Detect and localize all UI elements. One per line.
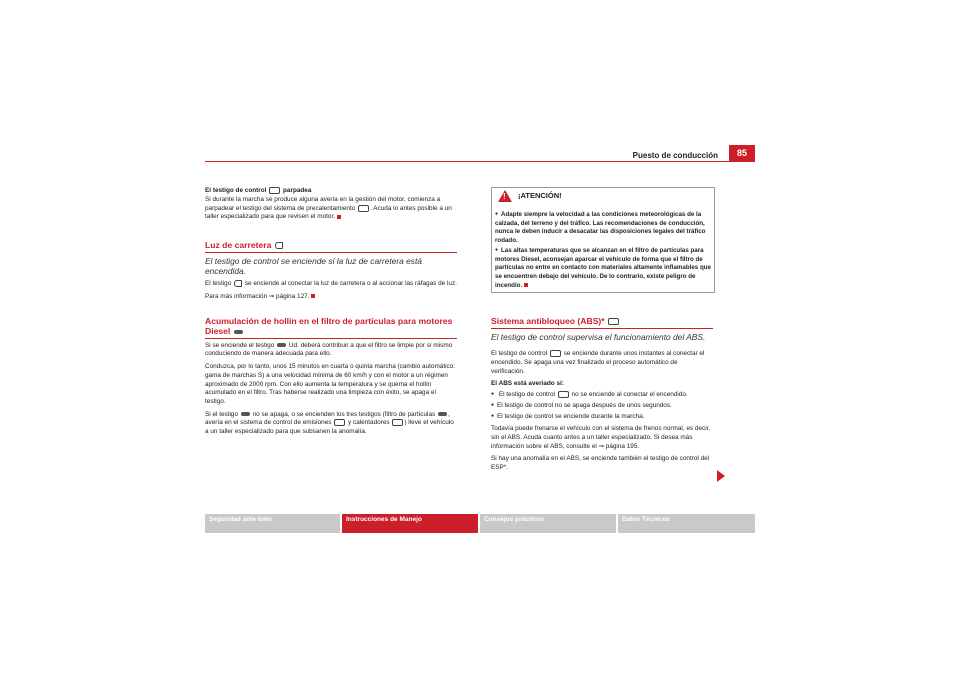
preheat-coil-icon bbox=[358, 205, 369, 212]
abs-bullet: ● El testigo de control se enciende durante la marcha. bbox=[491, 412, 713, 422]
abs-text-2: Todavía puede frenarse el vehículo con el sistema de frenos normal, es decir, sin el ABS. Acuda cuanto antes a un taller especializado. Si desea más información sobre el ABS, consulte el ⇒ página 195. bbox=[491, 425, 711, 450]
warning-header bbox=[491, 187, 713, 205]
warning-triangle-icon bbox=[498, 190, 512, 202]
left-column bbox=[205, 187, 457, 441]
abs-faulty-heading: El ABS está averiado si: bbox=[491, 380, 564, 388]
preheat-coil-icon bbox=[392, 419, 403, 426]
abs-icon bbox=[558, 391, 569, 398]
preheat-heading-suffix: parpadea bbox=[283, 187, 312, 195]
highbeam-title: Luz de carretera bbox=[205, 240, 457, 250]
preheat-block bbox=[205, 187, 457, 222]
warning-title: ¡ATENCIÓN! bbox=[518, 191, 562, 200]
section-divider bbox=[205, 252, 457, 253]
diesel-particle-filter-icon bbox=[241, 412, 250, 416]
diesel-particle-filter-icon bbox=[277, 343, 286, 347]
dpf-text-2: Conduzca, por lo tanto, unos 15 minutos en cuarta o quinta marcha (cambio automático: gama de marchas S) a una velocidad mínima de 60 km/h y con el motor a un régimen aproximado de 2000 rpm. Con ello aumenta la temperatura y se quema el hollín acumulado en el filtro. Tras haberse realizado una limpieza con éxito, se apaga el testigo. bbox=[205, 363, 456, 405]
section-end-mark bbox=[337, 215, 341, 219]
abs-icon bbox=[550, 350, 561, 357]
section-divider bbox=[491, 328, 713, 329]
preheat-heading: El testigo de control bbox=[205, 187, 267, 195]
highbeam-text: El testigo se enciende al conectar la luz de carretera o al accionar las ráfagas de luz. bbox=[205, 280, 457, 288]
footer-tab-instrucciones[interactable]: Instrucciones de Manejo bbox=[342, 514, 478, 533]
abs-bullet: ● El testigo de control no se apaga después de unos segundos. bbox=[491, 401, 713, 411]
dpf-title: Acumulación de hollín en el filtro de partículas para motores Diesel bbox=[205, 315, 453, 336]
abs-subtitle: El testigo de control supervisa el funcionamiento del ABS. bbox=[491, 332, 706, 342]
abs-text-1: El testigo de control se enciende durante unos instantes al conectar el encendido. Se apaga una vez finalizado el proceso automático de verificación. bbox=[491, 350, 705, 375]
page-section-title: Puesto de conducción bbox=[632, 151, 718, 160]
abs-bullet: ● El testigo de control no se enciende al conectar el encendido. bbox=[491, 390, 713, 400]
page-number: 85 bbox=[729, 145, 755, 161]
abs-title: Sistema antibloqueo (ABS)* bbox=[491, 316, 713, 326]
footer-tab-datos[interactable]: Datos Técnicos bbox=[618, 514, 755, 533]
section-divider bbox=[205, 338, 457, 339]
abs-column bbox=[491, 316, 713, 477]
dpf-text-1: Si se enciende el testigo Ud. deberá contribuir a que el filtro se limpie por sí mismo conduciendo de manera adecuada para ello. bbox=[205, 341, 453, 358]
warning-body bbox=[495, 210, 711, 291]
preheat-text-1: Si durante la marcha se produce alguna avería en la gestión del motor, comienza a parpadear el testigo del sistema de precalentamiento bbox=[205, 195, 441, 212]
warning-item: ● Adapte siempre la velocidad a las condiciones meteorológicas de la calzada, del terreno y del tráfico. Las recomendaciones de conducción, nunca le deben inducir a desacatar las disposiciones legales del tráfico rodado. bbox=[495, 210, 711, 245]
section-end-mark bbox=[524, 283, 528, 287]
high-beam-icon bbox=[234, 280, 242, 287]
preheat-coil-icon bbox=[269, 187, 280, 194]
high-beam-icon bbox=[275, 242, 283, 249]
highbeam-reference: Para más información ⇒ página 127. bbox=[205, 293, 457, 302]
dpf-text-3: Si el testigo no se apaga, o se encienden los tres testigos (filtro de partículas , avería en el sistema de control de emisiones y calentadores ) lleve el vehículo a un taller especializado para que subsanen la anomalía. bbox=[205, 410, 454, 436]
next-page-arrow-icon bbox=[717, 470, 725, 482]
header-divider bbox=[205, 161, 755, 162]
diesel-particle-filter-icon bbox=[234, 330, 243, 334]
footer-tab-seguridad[interactable]: Seguridad ante todo bbox=[205, 514, 340, 533]
abs-icon bbox=[608, 318, 619, 325]
emissions-control-icon bbox=[334, 419, 345, 426]
preheat-text-2: . Acuda lo antes posible a un taller especializado para que revisen el motor. bbox=[205, 204, 452, 221]
highbeam-subtitle: El testigo de control se enciende si la luz de carretera está encendida. bbox=[205, 256, 422, 277]
abs-text-3: Si hay una anomalía en el ABS, se enciende también el testigo de control del ESP*. bbox=[491, 455, 710, 472]
warning-item: ● Las altas temperaturas que se alcanzan en el filtro de partículas para motores Diesel, aconsejan aparcar el vehículo de forma que el filtro de partículas no entre en contacto con materiales altamente inflamables que se encuentren debajo del vehículo. De lo contrario, existe peligro de incendio. bbox=[495, 246, 711, 290]
footer-tab-consejos[interactable]: Consejos prácticos bbox=[480, 514, 616, 533]
section-end-mark bbox=[311, 294, 315, 298]
diesel-particle-filter-icon bbox=[438, 412, 447, 416]
